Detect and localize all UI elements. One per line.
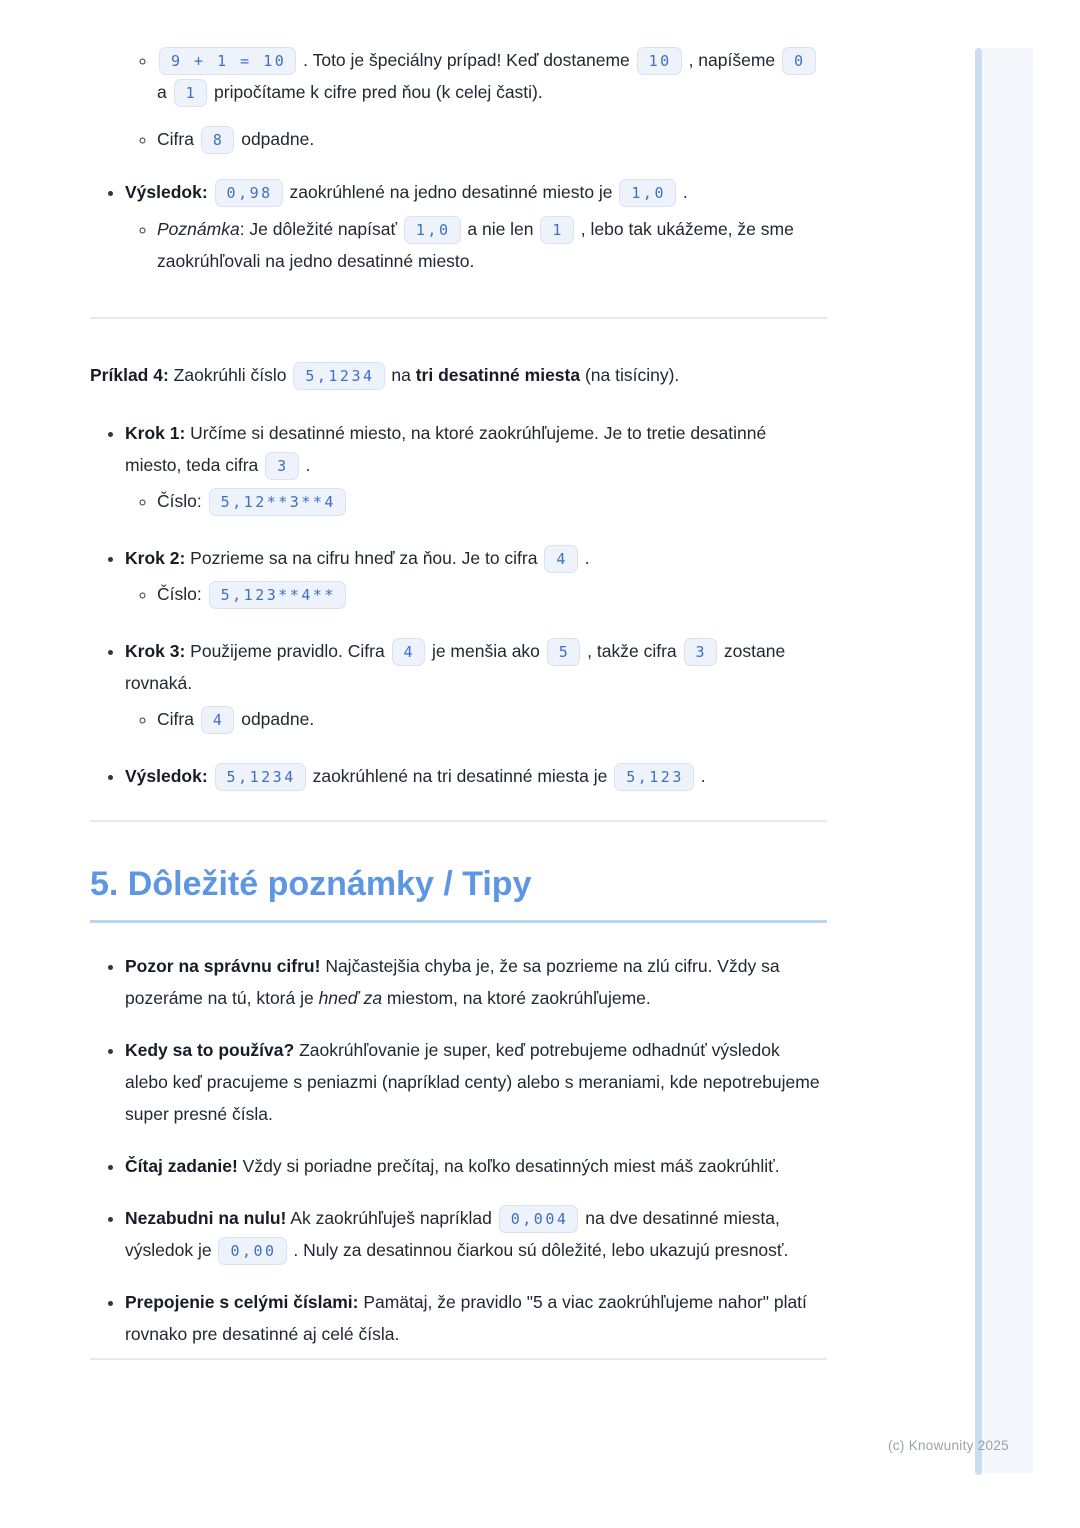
list-item xyxy=(157,703,827,735)
text-run: , napíšeme xyxy=(683,50,781,70)
text-run: . Nuly za desatinnou čiarkou sú dôležité, lebo ukazujú presnosť. xyxy=(288,1240,789,1260)
scrollbar-thumb[interactable] xyxy=(975,48,982,1475)
text-run: Cifra xyxy=(157,129,199,149)
text-run: zaokrúhlené na tri desatinné miesta je xyxy=(307,766,613,786)
section-divider xyxy=(90,1358,827,1360)
text-runs xyxy=(125,1040,824,1124)
text-run: Výsledok: xyxy=(125,766,213,786)
text-runs xyxy=(157,709,314,729)
text-run: . xyxy=(579,548,590,568)
code-chip: 1,0 xyxy=(619,179,676,207)
text-run: je menšia ako xyxy=(427,641,545,661)
code-chip: 10 xyxy=(637,47,682,75)
text-run: zostane rovnaká. xyxy=(125,641,791,693)
code-chip: 3 xyxy=(265,452,299,480)
text-run: Krok 3: xyxy=(125,641,186,661)
text-run: . xyxy=(678,182,688,202)
code-chip: 5 xyxy=(547,638,581,666)
text-run: na xyxy=(386,365,416,385)
text-run: Kedy sa to používa? xyxy=(125,1040,295,1060)
text-run: pripočítame k cifre pred ňou (k celej časti). xyxy=(209,82,543,102)
text-runs xyxy=(125,641,790,693)
code-chip: 4 xyxy=(544,545,578,573)
text-run: hneď za xyxy=(318,988,383,1008)
text-run: Číslo: xyxy=(157,491,207,511)
code-chip: 1,0 xyxy=(404,216,461,244)
text-run: , lebo tak ukážeme, že sme zaokrúhľovali na jedno desatinné miesto. xyxy=(157,219,799,271)
text-run: Použijeme pravidlo. Cifra xyxy=(185,641,390,661)
code-chip: 9 + 1 = 10 xyxy=(159,47,296,75)
text-runs xyxy=(125,1156,780,1176)
text-run: miestom, na ktoré zaokrúhľujeme. xyxy=(382,988,651,1008)
text-run: Krok 2: xyxy=(125,548,186,568)
code-chip: 4 xyxy=(392,638,426,666)
code-chip: 0,00 xyxy=(218,1237,286,1265)
text-runs xyxy=(125,1292,812,1344)
list-item xyxy=(157,485,827,517)
text-runs xyxy=(157,584,348,604)
sub-bullet-list xyxy=(125,703,827,735)
text-run: Krok 1: xyxy=(125,423,186,443)
code-chip: 5,12**3**4 xyxy=(209,488,346,516)
list-item xyxy=(125,1286,827,1350)
code-chip: 5,1234 xyxy=(293,362,384,390)
text-runs xyxy=(125,766,706,786)
list-item xyxy=(157,578,827,610)
code-chip: 4 xyxy=(201,706,235,734)
text-run: Určíme si desatinné miesto, na ktoré zaokrúhľujeme. Je to tretie desatinné miesto, teda cifra xyxy=(125,423,772,475)
text-run: Ak zaokrúhľuješ napríklad xyxy=(286,1208,497,1228)
code-chip: 3 xyxy=(684,638,718,666)
text-run: Číslo: xyxy=(157,584,207,604)
document-content xyxy=(90,0,827,1360)
text-run: . Toto je špeciálny prípad! Keď dostaneme xyxy=(298,50,635,70)
code-chip: 1 xyxy=(174,79,208,107)
text-run: a xyxy=(157,50,823,102)
list-item xyxy=(125,950,827,1014)
text-run: na dve desatinné miesta, výsledok je xyxy=(125,1208,785,1260)
text-run: Pozrieme sa na cifru hneď za ňou. Je to cifra xyxy=(185,548,543,568)
code-chip: 0,004 xyxy=(499,1205,579,1233)
text-run: a nie len xyxy=(462,219,539,239)
scrollbar-track[interactable] xyxy=(982,48,1033,1473)
code-chip: 0,98 xyxy=(215,179,283,207)
text-run: : Je dôležité napísať xyxy=(239,219,402,239)
text-run: Pamätaj, že pravidlo "5 a viac zaokrúhľujeme nahor" platí rovnako pre desatinné aj celé čísla. xyxy=(125,1292,812,1344)
text-run: . xyxy=(695,766,706,786)
list-item xyxy=(125,1034,827,1130)
text-run: (na tisíciny). xyxy=(580,365,680,385)
text-runs xyxy=(157,491,348,511)
text-run: Poznámka xyxy=(157,219,240,239)
list-item xyxy=(125,1202,827,1266)
text-run: Pozor na správnu cifru! xyxy=(125,956,321,976)
tips-list xyxy=(90,950,827,1350)
text-runs xyxy=(125,1208,788,1260)
list-item xyxy=(125,176,827,277)
section-heading: 5. Dôležité poznámky / Tipy xyxy=(90,862,827,923)
code-chip: 5,1234 xyxy=(215,763,306,791)
text-runs xyxy=(157,50,822,102)
code-chip: 5,123**4** xyxy=(209,581,346,609)
text-runs xyxy=(157,129,314,149)
code-chip: 1 xyxy=(540,216,574,244)
text-run: Zaokrúhli číslo xyxy=(168,365,292,385)
text-run: Zaokrúhľovanie je super, keď potrebujeme odhadnúť výsledok alebo keď pracujeme s peniazmi (napríklad centy) alebo s meraniami, kde nepotrebujeme super presné čísla. xyxy=(125,1040,825,1124)
text-run: Čítaj zadanie! xyxy=(125,1156,238,1176)
list-item xyxy=(125,1150,827,1182)
text-runs xyxy=(125,182,688,202)
text-run: Príklad 4: xyxy=(90,365,169,385)
sub-bullet-list xyxy=(125,44,827,155)
example-paragraph xyxy=(90,359,827,391)
bullet-list xyxy=(90,176,827,277)
text-run: Výsledok: xyxy=(125,182,213,202)
list-item xyxy=(157,213,827,277)
text-runs xyxy=(90,365,679,385)
text-runs xyxy=(125,423,771,475)
sub-bullet-list xyxy=(125,578,827,610)
text-run: zaokrúhlené na jedno desatinné miesto je xyxy=(284,182,618,202)
text-runs xyxy=(125,548,590,568)
list-item xyxy=(157,44,827,108)
text-runs xyxy=(125,956,784,1008)
text-run: Nezabudni na nulu! xyxy=(125,1208,287,1228)
copyright-footer: (c) Knowunity 2025 xyxy=(888,1438,1009,1453)
list-item xyxy=(125,635,827,735)
text-runs xyxy=(157,219,799,271)
list-item xyxy=(125,760,827,792)
text-run: Vždy si poriadne prečítaj, na koľko desatinných miest máš zaokrúhliť. xyxy=(237,1156,780,1176)
text-run: . xyxy=(300,455,311,475)
text-run: tri desatinné miesta xyxy=(415,365,581,385)
section-divider xyxy=(90,820,827,822)
text-run: odpadne. xyxy=(236,709,315,729)
list-item xyxy=(125,417,827,517)
list-item xyxy=(157,123,827,155)
code-chip: 0 xyxy=(782,47,816,75)
text-run: Prepojenie s celými číslami: xyxy=(125,1292,359,1312)
text-run: odpadne. xyxy=(236,129,315,149)
sub-bullet-list xyxy=(125,485,827,517)
sub-bullet-list xyxy=(125,213,827,277)
steps-list xyxy=(90,417,827,792)
code-chip: 8 xyxy=(201,126,235,154)
text-run: Cifra xyxy=(157,709,199,729)
code-chip: 5,123 xyxy=(614,763,694,791)
list-item xyxy=(125,542,827,610)
section-divider xyxy=(90,317,827,319)
text-run: , takže cifra xyxy=(582,641,682,661)
text-run: Najčastejšia chyba je, že sa pozrieme na zlú cifru. Vždy sa pozeráme na tú, ktorá je xyxy=(125,956,785,1008)
